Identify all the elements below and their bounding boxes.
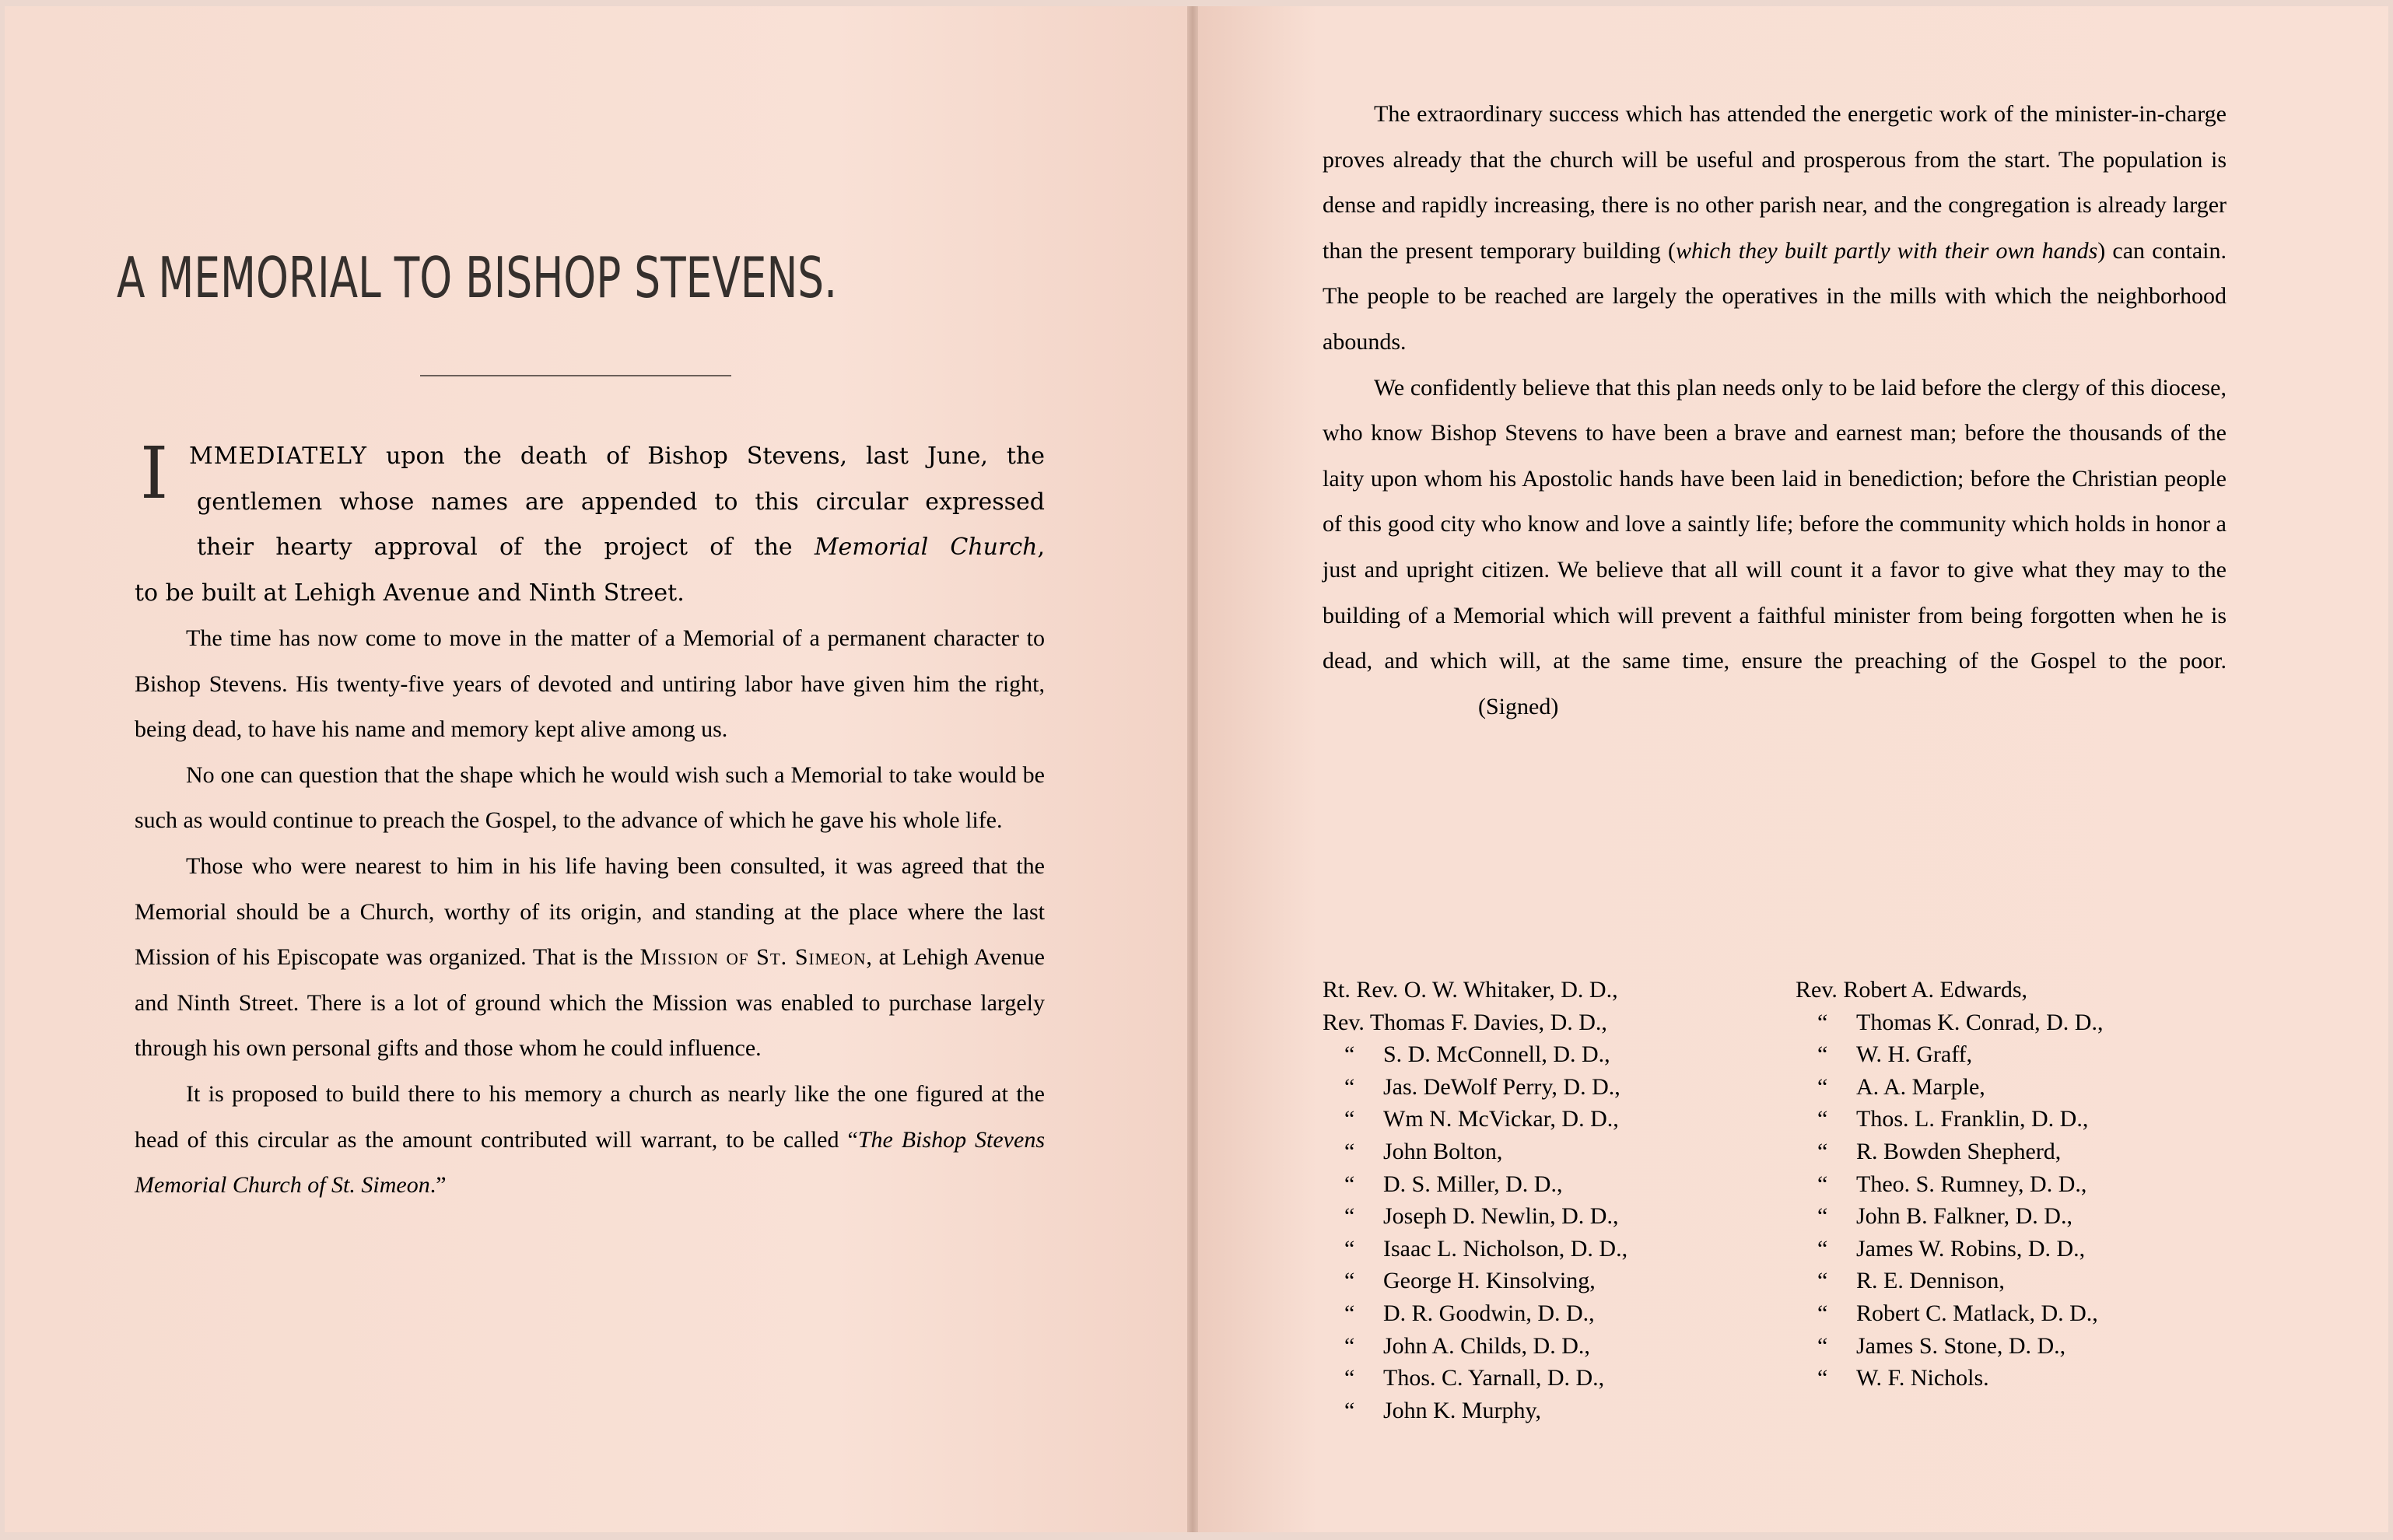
ditto-mark: “ [1344,1138,1355,1164]
signer-col1-11 [1323,1330,1627,1363]
signer-name: Theo. S. Rumney, D. D., [1856,1171,2087,1197]
opening-line-3 [197,525,1045,571]
ditto-mark: “ [1817,1171,1828,1197]
signer-col1-5 [1323,1136,1627,1168]
memorial-church-italic: Memorial Church [814,534,1038,562]
signers-column-2 [1796,974,2103,1395]
signer-name: James S. Stone, D. D., [1856,1332,2066,1359]
opening-line-4: to be built at Lehigh Avenue and Ninth Street. [135,579,685,607]
opening-line-1 [189,434,1045,480]
signer-col2-3 [1796,1071,2103,1104]
opening-line-3-text: their hearty approval of the project of the [197,534,815,562]
signer-col1-4 [1323,1103,1627,1136]
signer-name: R. Bowden Shepherd, [1856,1138,2062,1164]
signer-col1-8 [1323,1233,1627,1265]
signer-name: John Bolton, [1383,1138,1503,1164]
signer-name: Thos. L. Franklin, D. D., [1856,1106,2089,1132]
signer-col1-9 [1323,1265,1627,1297]
paragraph-proposed-to-build [135,1072,1045,1209]
page-title: A MEMORIAL TO BISHOP STEVENS. [117,245,838,310]
signer-name: Thomas K. Conrad, D. D., [1856,1009,2104,1035]
signer-name: S. D. McConnell, D. D., [1383,1041,1610,1068]
signer-name: D. R. Goodwin, D. D., [1383,1300,1595,1326]
signer-name: John K. Murphy, [1383,1397,1542,1423]
signer-name: W. H. Graff, [1856,1041,1973,1068]
ditto-mark: “ [1344,1235,1355,1262]
own-hands-italic: which they built partly with their own hands [1675,237,2098,264]
signer-name: Isaac L. Nicholson, D. D., [1383,1235,1628,1262]
ditto-mark: “ [1344,1365,1355,1391]
right-body-text [1323,92,2227,730]
signer-col2-9 [1796,1265,2103,1297]
signer-col2-11 [1796,1330,2103,1363]
signer-name: Rt. Rev. O. W. Whitaker, D. D., [1323,977,1618,1003]
ditto-mark: “ [1817,1235,1828,1262]
signer-name: George H. Kinsolving, [1383,1268,1596,1294]
signer-name: James W. Robins, D. D., [1856,1235,2086,1262]
signer-col2-10 [1796,1297,2103,1330]
signer-col2-5 [1796,1136,2103,1168]
opening-line-1-text: upon the death of Bishop Stevens, last June, the [366,443,1045,470]
signer-name: Joseph D. Newlin, D. D., [1383,1203,1619,1230]
ditto-mark: “ [1817,1300,1828,1326]
ditto-mark: “ [1344,1332,1355,1359]
signer-col1-6 [1323,1168,1627,1201]
paragraph-those-nearest-text: Those who were nearest to him in his life having been consulted, it was agreed that the Memorial should be a Church, worthy of its origin, and standing at the place where the last Mission of his Episcopate was organized. That is the [135,852,1045,971]
ditto-mark: “ [1817,1106,1828,1132]
signer-col2-12 [1796,1362,2103,1395]
signer-name: John B. Falkner, D. D., [1856,1203,2072,1230]
paragraph-those-nearest-end: , at Lehigh Avenue and Ninth Street. There is a lot of ground which the Mission was enabled to purchase largely through his own personal gifts and those whom he could influence. [135,944,1046,1062]
paragraph-confidently-believe [1323,366,2227,730]
signers-column-1 [1323,974,1627,1426]
opening-paragraph [135,434,1045,616]
ditto-mark: “ [1817,1203,1828,1230]
signer-name: John A. Childs, D. D., [1383,1332,1590,1359]
signer-col1-2 [1323,1038,1627,1071]
opening-line-2: gentlemen whose names are appended to this circular expressed [197,488,1045,516]
opening-line-3-end: , [1037,534,1045,562]
drop-cap: I [140,432,169,515]
signer-name: Robert C. Matlack, D. D., [1856,1300,2098,1326]
paragraph-success-end: ) can contain. The people to be reached are largely the operatives in the mills with which the neighborhood abounds. [1323,237,2227,355]
ditto-mark: “ [1344,1268,1355,1294]
signer-col2-0 [1796,974,2103,1006]
paragraph-extraordinary-success [1323,92,2227,366]
ditto-mark: “ [1817,1009,1828,1035]
page-gutter [1187,6,1198,1532]
signer-col1-0 [1323,974,1627,1006]
title-rule [420,375,731,376]
signer-col2-2 [1796,1038,2103,1071]
signer-col2-1 [1796,1006,2103,1039]
signer-col2-7 [1796,1200,2103,1233]
signer-name: Rev. Thomas F. Davies, D. D., [1323,1009,1607,1035]
signer-name: Jas. DeWolf Perry, D. D., [1383,1073,1620,1100]
ditto-mark: “ [1344,1171,1355,1197]
paragraph-time-has-come: The time has now come to move in the matter of a Memorial of a permanent character to Bishop Stevens. His twenty-five years of devoted and untiring labor have given him the right, being dead, to have his name and memory kept alive among us. [135,625,1045,743]
signer-name: D. S. Miller, D. D., [1383,1171,1563,1197]
ditto-mark: “ [1344,1397,1355,1423]
paragraph-proposed-text: It is proposed to build there to his memory a church as nearly like the one figured at the head of this circular as the amount contributed will warrant, to be called “ [135,1080,1045,1153]
paragraph-believe-text: We confidently believe that this plan needs only to be laid before the clergy of this diocese, who know Bishop Stevens to have been a brave and earnest man; before the thousands of the laity upon whom his Apostolic hands have been laid in benediction; before the Christian people of this good city who know and love a saintly life; before the community which holds in honor a just and upright citizen. We believe that all will count it a favor to give what they may to the building of a Memorial which will prevent a faithful minister from being forgotten when he is dead, and which will, at the same time, ensure the preaching of the Gospel to the poor. [1323,374,2227,674]
ditto-mark: “ [1817,1073,1828,1100]
signer-name: R. E. Dennison, [1856,1268,2005,1294]
signer-name: W. F. Nichols. [1856,1365,1989,1391]
signer-col1-12 [1323,1362,1627,1395]
ditto-mark: “ [1344,1203,1355,1230]
ditto-mark: “ [1344,1041,1355,1068]
signer-col1-7 [1323,1200,1627,1233]
ditto-mark: “ [1817,1041,1828,1068]
paragraph-no-one-can-question: No one can question that the shape which he would wish such a Memorial to take would be such as would continue to preach the Gospel, to the advance of which he gave his whole life. [135,761,1045,834]
ditto-mark: “ [1817,1268,1828,1294]
signed-label: (Signed) [1478,693,1559,719]
paragraph-those-nearest [135,844,1045,1072]
signer-name: A. A. Marple, [1856,1073,1985,1100]
signer-name: Wm N. McVickar, D. D., [1383,1106,1619,1132]
mission-name-smallcaps: Mission of St. Simeon [639,944,867,971]
opening-smallcaps: MMEDIATELY [189,443,367,470]
ditto-mark: “ [1344,1106,1355,1132]
signer-name: Rev. Robert A. Edwards, [1796,977,2028,1003]
ditto-mark: “ [1817,1332,1828,1359]
signer-col1-1 [1323,1006,1627,1039]
signer-col2-6 [1796,1168,2103,1201]
signer-col2-4 [1796,1103,2103,1136]
left-body-text [135,616,1045,1209]
ditto-mark: “ [1817,1138,1828,1164]
signer-col2-8 [1796,1233,2103,1265]
ditto-mark: “ [1344,1073,1355,1100]
signer-col1-13 [1323,1395,1627,1427]
church-name-italic: The Bishop Stevens Memorial Church of St. Simeon [135,1126,1045,1199]
signer-col1-3 [1323,1071,1627,1104]
signer-col1-10 [1323,1297,1627,1330]
paragraph-proposed-end: .” [429,1172,447,1199]
ditto-mark: “ [1817,1365,1828,1391]
ditto-mark: “ [1344,1300,1355,1326]
paragraph-success-text: The extraordinary success which has attended the energetic work of the minister-in-charge proves already that the church will be useful and prosperous from the start. The population is dense and rapidly increasing, there is no other parish near, and the congregation is already larger than the present temporary building ( [1323,101,2227,264]
signer-name: Thos. C. Yarnall, D. D., [1383,1365,1605,1391]
